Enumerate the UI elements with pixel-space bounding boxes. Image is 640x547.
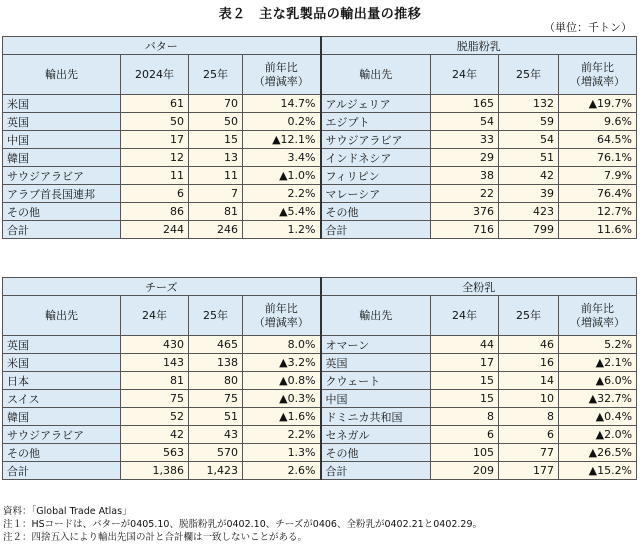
destination-cell: 日本 xyxy=(3,372,121,390)
table-row xyxy=(3,113,637,131)
volume-cell: 570 xyxy=(189,444,243,462)
change-rate-cell: 14.7% xyxy=(243,95,321,113)
volume-cell: 105 xyxy=(431,444,499,462)
destination-cell: オマーン xyxy=(321,336,431,354)
change-rate-cell: 9.6% xyxy=(559,113,637,131)
destination-cell: マレーシア xyxy=(321,185,431,203)
volume-cell: 1,386 xyxy=(121,462,189,480)
change-rate-cell: 2.6% xyxy=(243,462,321,480)
destination-cell: 中国 xyxy=(321,390,431,408)
column-header xyxy=(559,296,637,336)
destination-cell: その他 xyxy=(3,444,121,462)
destination-cell: サウジアラビア xyxy=(321,131,431,149)
change-rate-cell: ▲1.6% xyxy=(243,408,321,426)
change-rate-cell: ▲0.8% xyxy=(243,372,321,390)
column-header-line: 前年比 （増減率） xyxy=(570,301,626,329)
change-rate-cell: 2.2% xyxy=(243,185,321,203)
volume-cell: 50 xyxy=(189,113,243,131)
column-header-line: 前年比 （増減率） xyxy=(253,60,309,88)
destination-cell: 韓国 xyxy=(3,408,121,426)
volume-cell: 16 xyxy=(499,354,559,372)
volume-cell: 42 xyxy=(499,167,559,185)
volume-cell: 563 xyxy=(121,444,189,462)
table-row xyxy=(3,149,637,167)
volume-cell: 42 xyxy=(121,426,189,444)
destination-cell: サウジアラビア xyxy=(3,426,121,444)
change-rate-cell: 2.2% xyxy=(243,426,321,444)
change-rate-cell: ▲2.1% xyxy=(559,354,637,372)
volume-cell: 209 xyxy=(431,462,499,480)
volume-cell: 716 xyxy=(431,221,499,239)
volume-cell: 423 xyxy=(499,203,559,221)
volume-cell: 11 xyxy=(121,167,189,185)
column-header: 輸出先 xyxy=(3,296,121,336)
unit-label: （単位：千トン） xyxy=(544,21,632,34)
volume-cell: 13 xyxy=(189,149,243,167)
volume-cell: 15 xyxy=(431,372,499,390)
table-row xyxy=(3,336,637,354)
column-header: 25年 xyxy=(499,55,559,95)
table-title: 表２ 主な乳製品の輸出量の推移 xyxy=(218,7,422,22)
destination-cell: 合計 xyxy=(3,221,121,239)
destination-cell: 中国 xyxy=(3,131,121,149)
volume-cell: 11 xyxy=(189,167,243,185)
volume-cell: 50 xyxy=(121,113,189,131)
change-rate-cell: ▲12.1% xyxy=(243,131,321,149)
table-body xyxy=(3,95,637,239)
volume-cell: 77 xyxy=(499,444,559,462)
table-row xyxy=(3,203,637,221)
destination-cell: その他 xyxy=(3,203,121,221)
note-1: 注１：HSコードは、バターが0405.10、脱脂粉乳が0402.10、チーズが0406、全粉乳が0402.21と0402.29。 xyxy=(3,519,483,530)
change-rate-cell: ▲32.7% xyxy=(559,390,637,408)
volume-cell: 799 xyxy=(499,221,559,239)
volume-cell: 81 xyxy=(121,372,189,390)
bottom-table xyxy=(2,277,637,480)
column-header-row xyxy=(3,55,637,95)
destination-cell: フィリピン xyxy=(321,167,431,185)
table-row xyxy=(3,95,637,113)
volume-cell: 430 xyxy=(121,336,189,354)
change-rate-cell: 5.2% xyxy=(559,336,637,354)
volume-cell: 51 xyxy=(499,149,559,167)
total-row xyxy=(3,221,637,239)
change-rate-cell: ▲0.4% xyxy=(559,408,637,426)
volume-cell: 8 xyxy=(499,408,559,426)
column-header: 24年 xyxy=(121,296,189,336)
change-rate-cell: 64.5% xyxy=(559,131,637,149)
destination-cell: その他 xyxy=(321,444,431,462)
section-header-whole-milk-powder: 全粉乳 xyxy=(321,278,637,296)
volume-cell: 138 xyxy=(189,354,243,372)
volume-cell: 17 xyxy=(431,354,499,372)
volume-cell: 376 xyxy=(431,203,499,221)
volume-cell: 38 xyxy=(431,167,499,185)
volume-cell: 44 xyxy=(431,336,499,354)
table-row xyxy=(3,408,637,426)
change-rate-cell: 1.3% xyxy=(243,444,321,462)
column-header: 25年 xyxy=(189,55,243,95)
volume-cell: 80 xyxy=(189,372,243,390)
volume-cell: 10 xyxy=(499,390,559,408)
total-row xyxy=(3,462,637,480)
volume-cell: 61 xyxy=(121,95,189,113)
destination-cell: 合計 xyxy=(3,462,121,480)
destination-cell: アルジェリア xyxy=(321,95,431,113)
destination-cell: その他 xyxy=(321,203,431,221)
destination-cell: サウジアラビア xyxy=(3,167,121,185)
volume-cell: 43 xyxy=(189,426,243,444)
change-rate-cell: ▲6.0% xyxy=(559,372,637,390)
volume-cell: 52 xyxy=(121,408,189,426)
destination-cell: ドミニカ共和国 xyxy=(321,408,431,426)
destination-cell: エジプト xyxy=(321,113,431,131)
volume-cell: 6 xyxy=(499,426,559,444)
column-header: 24年 xyxy=(431,296,499,336)
destination-cell: 合計 xyxy=(321,221,431,239)
column-header-line: 前年比 （増減率） xyxy=(570,60,625,88)
change-rate-cell: ▲2.0% xyxy=(559,426,637,444)
volume-cell: 54 xyxy=(499,131,559,149)
column-header xyxy=(559,55,637,95)
section-header-cheese: チーズ xyxy=(3,278,321,296)
destination-cell: インドネシア xyxy=(321,149,431,167)
section-header-skim-milk-powder: 脱脂粉乳 xyxy=(321,37,637,55)
volume-cell: 17 xyxy=(121,131,189,149)
volume-cell: 244 xyxy=(121,221,189,239)
volume-cell: 6 xyxy=(121,185,189,203)
change-rate-cell: ▲1.0% xyxy=(243,167,321,185)
volume-cell: 59 xyxy=(499,113,559,131)
volume-cell: 465 xyxy=(189,336,243,354)
column-header xyxy=(243,296,321,336)
destination-cell: クウェート xyxy=(321,372,431,390)
volume-cell: 75 xyxy=(121,390,189,408)
column-header-row xyxy=(3,296,637,336)
change-rate-cell: 7.9% xyxy=(559,167,637,185)
change-rate-cell: 3.4% xyxy=(243,149,321,167)
column-header: 輸出先 xyxy=(321,296,431,336)
footnotes xyxy=(3,505,482,544)
column-header: 24年 xyxy=(431,55,499,95)
volume-cell: 81 xyxy=(189,203,243,221)
column-header: 25年 xyxy=(499,296,559,336)
column-header: 輸出先 xyxy=(321,55,431,95)
destination-cell: セネガル xyxy=(321,426,431,444)
volume-cell: 39 xyxy=(499,185,559,203)
destination-cell: 合計 xyxy=(321,462,431,480)
change-rate-cell: ▲15.2% xyxy=(559,462,637,480)
volume-cell: 8 xyxy=(431,408,499,426)
volume-cell: 86 xyxy=(121,203,189,221)
change-rate-cell: 12.7% xyxy=(559,203,637,221)
change-rate-cell: 76.4% xyxy=(559,185,637,203)
source-note: 資料：「Global Trade Atlas」 xyxy=(3,506,132,517)
table-row xyxy=(3,354,637,372)
table-row xyxy=(3,372,637,390)
change-rate-cell: 76.1% xyxy=(559,149,637,167)
column-header: 輸出先 xyxy=(3,55,121,95)
change-rate-cell: ▲26.5% xyxy=(559,444,637,462)
column-header-line: 前年比 （増減率） xyxy=(253,301,309,329)
volume-cell: 70 xyxy=(189,95,243,113)
table-row xyxy=(3,390,637,408)
volume-cell: 33 xyxy=(431,131,499,149)
change-rate-cell: 11.6% xyxy=(559,221,637,239)
destination-cell: 英国 xyxy=(321,354,431,372)
column-header xyxy=(243,55,321,95)
change-rate-cell: 8.0% xyxy=(243,336,321,354)
volume-cell: 14 xyxy=(499,372,559,390)
note-2: 注２：四捨五入により輸出先国の計と合計欄は一致しないことがある。 xyxy=(3,532,308,543)
destination-cell: 韓国 xyxy=(3,149,121,167)
table-row xyxy=(3,185,637,203)
volume-cell: 165 xyxy=(431,95,499,113)
volume-cell: 15 xyxy=(189,131,243,149)
volume-cell: 15 xyxy=(431,390,499,408)
change-rate-cell: ▲0.3% xyxy=(243,390,321,408)
table-row xyxy=(3,444,637,462)
destination-cell: 米国 xyxy=(3,95,121,113)
top-table xyxy=(2,36,637,239)
destination-cell: スイス xyxy=(3,390,121,408)
column-header: 2024年 xyxy=(121,55,189,95)
volume-cell: 246 xyxy=(189,221,243,239)
volume-cell: 6 xyxy=(431,426,499,444)
section-header-butter: バター xyxy=(3,37,321,55)
volume-cell: 12 xyxy=(121,149,189,167)
table-row xyxy=(3,426,637,444)
volume-cell: 54 xyxy=(431,113,499,131)
change-rate-cell: 0.2% xyxy=(243,113,321,131)
volume-cell: 132 xyxy=(499,95,559,113)
volume-cell: 143 xyxy=(121,354,189,372)
volume-cell: 22 xyxy=(431,185,499,203)
change-rate-cell: 1.2% xyxy=(243,221,321,239)
destination-cell: 米国 xyxy=(3,354,121,372)
destination-cell: アラブ首長国連邦 xyxy=(3,185,121,203)
column-header: 25年 xyxy=(189,296,243,336)
volume-cell: 51 xyxy=(189,408,243,426)
change-rate-cell: ▲3.2% xyxy=(243,354,321,372)
table-row xyxy=(3,167,637,185)
table-row xyxy=(3,131,637,149)
volume-cell: 177 xyxy=(499,462,559,480)
volume-cell: 7 xyxy=(189,185,243,203)
volume-cell: 46 xyxy=(499,336,559,354)
destination-cell: 英国 xyxy=(3,336,121,354)
destination-cell: 英国 xyxy=(3,113,121,131)
change-rate-cell: ▲19.7% xyxy=(559,95,637,113)
volume-cell: 75 xyxy=(189,390,243,408)
volume-cell: 1,423 xyxy=(189,462,243,480)
change-rate-cell: ▲5.4% xyxy=(243,203,321,221)
table-body xyxy=(3,336,637,480)
volume-cell: 29 xyxy=(431,149,499,167)
